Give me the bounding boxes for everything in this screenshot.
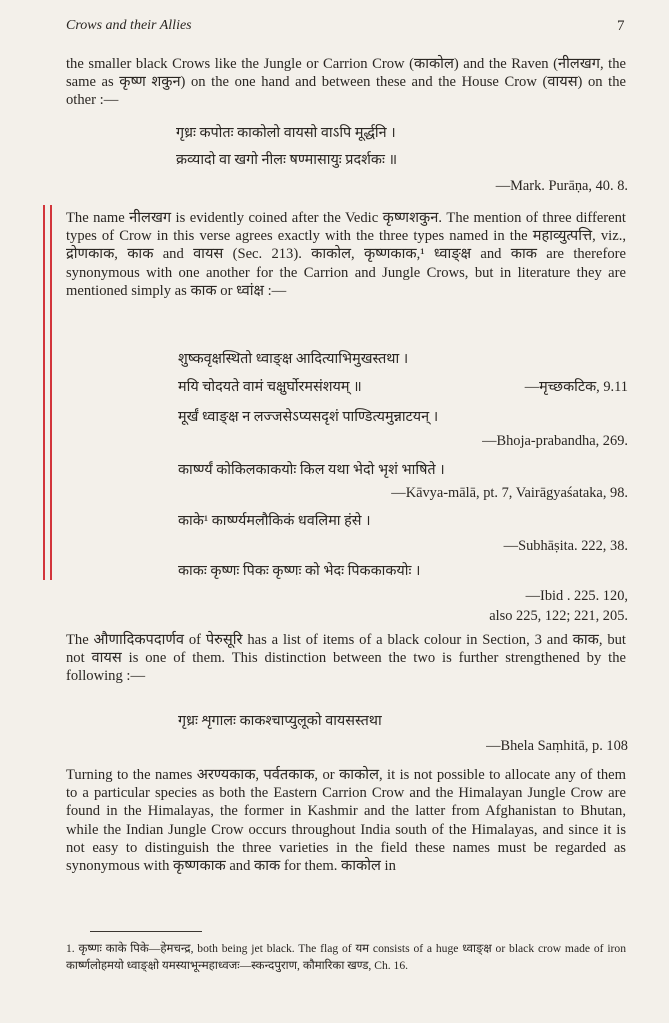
citation-6b: also 225, 122; 221, 205.: [489, 608, 628, 624]
citation-6a: —Ibid . 225. 120,: [525, 588, 628, 604]
footnote-1: 1. कृष्णः काके पिके—हेमचन्द्र, both being jet black. The flag of यम consists of a huge ध्वाङ्क्ष or black crow made of iron कार्ष्णलोहमयो ध्वाङ्क्षो यमस्याभून्महाध्वजः—स्कन्दपुराण, कौमारिका खण्ड, Ch. 16.: [66, 942, 626, 972]
verse-2-line-1: शुष्कवृक्षस्थितो ध्वाङ्क्ष आदित्याभिमुखस्तथा ।: [178, 351, 409, 367]
citation-4: —Kāvya-mālā, pt. 7, Vairāgyaśataka, 98.: [391, 485, 628, 501]
verse-1-line-2: क्रव्यादो वा खगो नीलः षण्मासायुः प्रदर्शकः ॥: [176, 152, 398, 168]
citation-7: —Bhela Saṃhitā, p. 108: [486, 738, 628, 754]
paragraph-2: The name नीलखग is evidently coined after the Vedic कृष्णशकुन. The mention of three different types of Crow in this verse agrees exactly with the three types named in the महाव्युत्पत्ति, viz., द्रोणकाक, काक and वायस (Sec. 213). काकोल, कृष्णकाक,¹ ध्वाङ्क्ष and काक are therefore synonymous with one another for the Carrion and Jungle Crows, but in literature they are mentioned simply as काक or ध्वांक्ष :—: [66, 210, 626, 299]
citation-5: —Subhāṣita. 222, 38.: [503, 538, 628, 554]
page-number: 7: [617, 18, 625, 34]
verse-3-line-1: मूर्खं ध्वाङ्क्ष न लज्जसेऽप्यसदृशं पाण्डित्यमुन्नाटयन् ।: [178, 409, 439, 425]
paragraph-3: The औणादिकपदार्णव of पेरुसूरि has a list of items of a black colour in Section, 3 and काक, but not वायस is one of them. This distinction between the two is further strengthened by the following :—: [66, 632, 626, 685]
citation-1: —Mark. Purāṇa, 40. 8.: [495, 178, 628, 194]
citation-3: —Bhoja-prabandha, 269.: [482, 433, 628, 449]
margin-mark-left: [43, 205, 45, 580]
verse-4-line-1: कार्ष्ण्यं कोकिलकाकयोः किल यथा भेदो भृशं भाषिते ।: [178, 462, 445, 478]
verse-2-line-2: मयि चोदयते वामं चक्षुर्घोरमसंशयम् ॥: [178, 379, 362, 395]
running-head: Crows and their Allies: [66, 18, 192, 33]
citation-2: —मृच्छकटिक, 9.11: [524, 379, 628, 395]
paragraph-1: the smaller black Crows like the Jungle or Carrion Crow (काकोल) and the Raven (नीलखग, the same as कृष्ण शकुन) on the one hand and between these and the House Crow (वायस) on the other :—: [66, 56, 626, 109]
verse-1-line-1: गृध्रः कपोतः काकोलो वायसो वाऽपि मूर्द्धनि ।: [176, 125, 396, 141]
verse-7-line-1: गृध्रः शृगालः काकश्चाप्युलूको वायसस्तथा: [178, 713, 382, 729]
paragraph-4: Turning to the names अरण्यकाक, पर्वतकाक, or काकोल, it is not possible to allocate any of them to a particular species as both the Eastern Carrion Crow and the Himalayan Jungle Crow are found in the Himalayas, the former in Kashmir and the latter from Afghanistan to Bhutan, while the Indian Jungle Crow occurs throughout India south of the Himalayas, and since it is not easy to distinguish the three varieties in the field these names must be regarded as synonymous with कृष्णकाक and काक for them. काकोल in: [66, 767, 626, 875]
margin-mark-right: [50, 205, 52, 580]
footnote-rule: [90, 931, 202, 932]
verse-5-line-1: काके¹ कार्ष्ण्यमलौकिकं धवलिमा हंसे ।: [178, 513, 371, 529]
verse-6-line-1: काकः कृष्णः पिकः कृष्णः को भेदः पिककाकयोः ।: [178, 563, 421, 579]
